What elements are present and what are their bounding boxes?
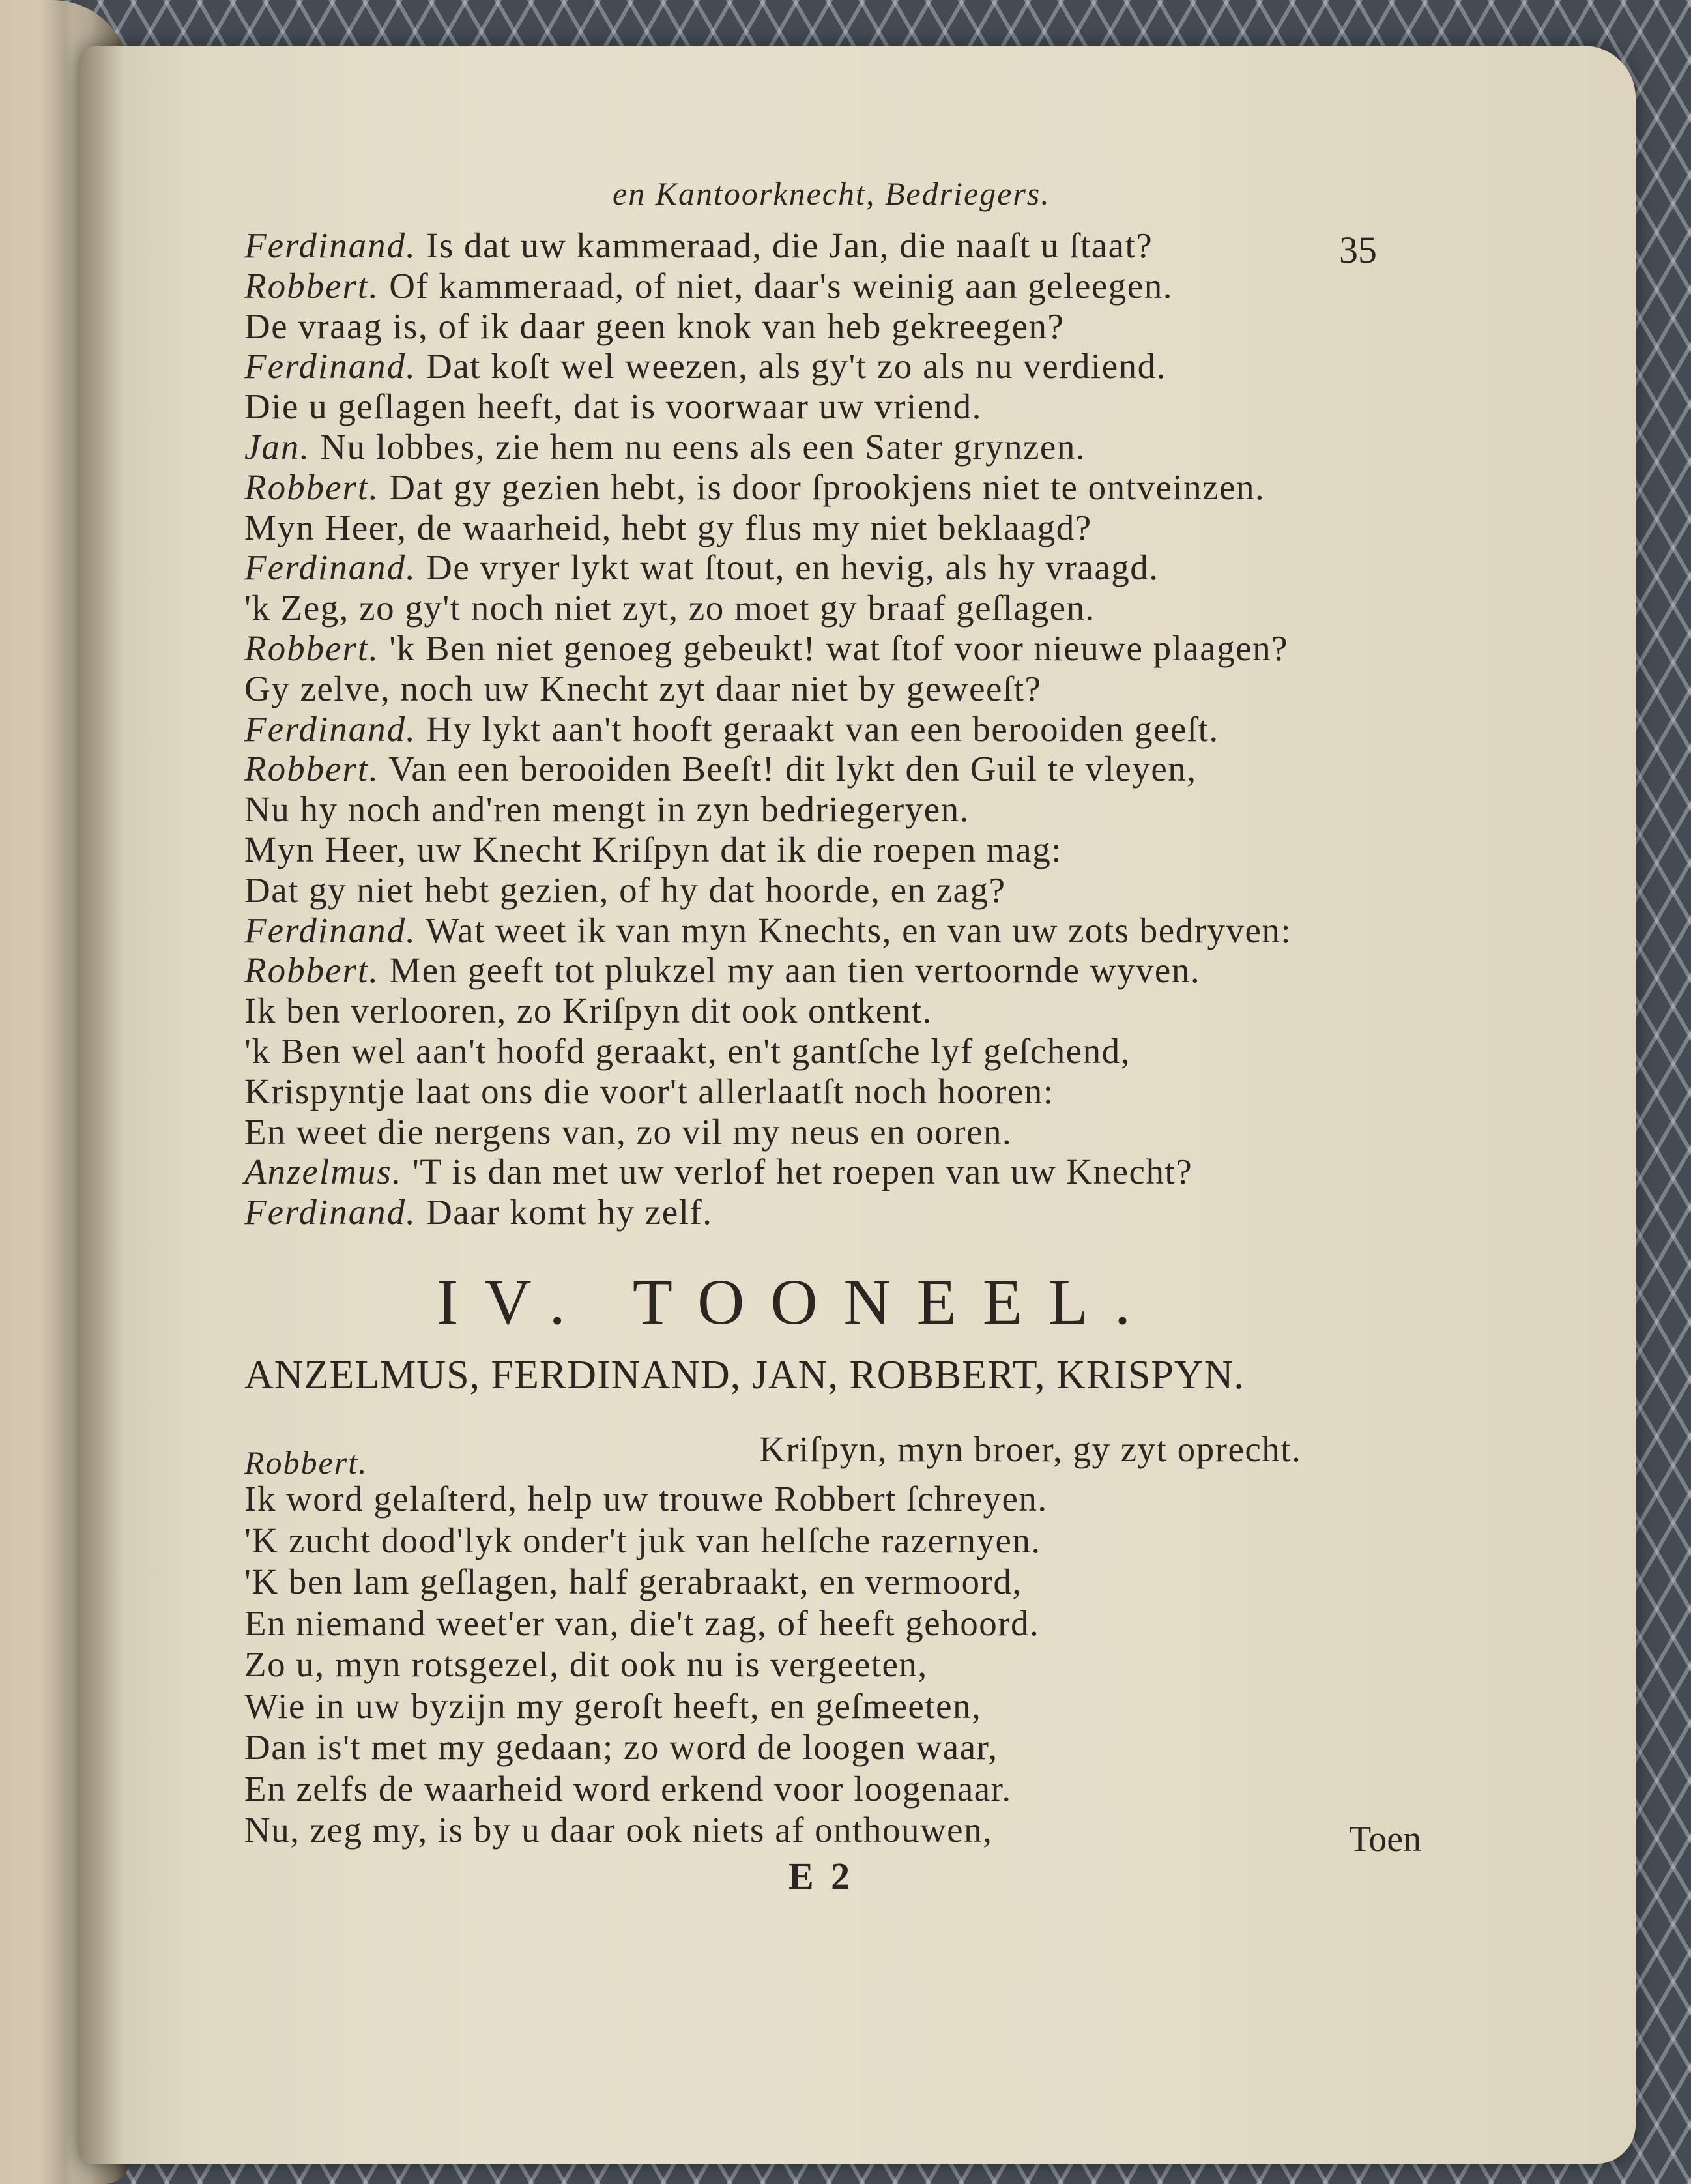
- verse-text: De vryer lykt wat ſtout, en hevig, als hy vraagd.: [426, 547, 1159, 588]
- verse-line: [244, 829, 1062, 870]
- verse-line: [244, 547, 1159, 588]
- speaker-name: Ferdinand.: [244, 1192, 416, 1232]
- verse-text: 'k Ben wel aan't hoofd geraakt, en't gantſche lyf geſchend,: [244, 1031, 1131, 1071]
- verse-text: Dat gy niet hebt gezien, of hy dat hoorde, en zag?: [244, 869, 1006, 910]
- verse-line: [244, 748, 1197, 789]
- verse-text: Kriſpyn, myn broer, gy zyt oprecht.: [759, 1429, 1302, 1469]
- speaker-name: Ferdinand.: [244, 708, 416, 749]
- verse-text: Daar komt hy zelf.: [426, 1192, 713, 1232]
- verse-text: 'k Zeg, zo gy't noch niet zyt, zo moet gy braaf geſlagen.: [244, 588, 1095, 628]
- verse-text: Van een berooiden Beeſt! dit lykt den Guil te vleyen,: [388, 749, 1197, 789]
- verse-text: Of kammeraad, of niet, daar's weinig aan geleegen.: [389, 265, 1173, 306]
- speaker-name: Robbert.: [244, 950, 379, 991]
- verse-text: En weet die nergens van, zo vil my neus en ooren.: [244, 1111, 1013, 1152]
- verse-line: Nu, zeg my, is by u daar ook niets af onthouwen,: [244, 1810, 993, 1850]
- speaker-name: Robbert.: [244, 749, 379, 789]
- verse-line: [244, 587, 1095, 628]
- verse-text: Hy lykt aan't hooft geraakt van een berooiden geeſt.: [426, 708, 1219, 749]
- verse-text: De vraag is, of ik daar geen knok van heb gekreegen?: [244, 306, 1065, 346]
- verse-text: Dat koſt wel weezen, als gy't zo als nu verdiend.: [426, 346, 1166, 386]
- verse-line: [244, 426, 1086, 467]
- verse-text: Myn Heer, uw Knecht Kriſpyn dat ik die roepen mag:: [244, 830, 1062, 869]
- cast-list: ANZELMUS, FERDINAND, JAN, ROBBERT, KRISPYN.: [244, 1353, 1245, 1397]
- speaker-name: Ferdinand.: [244, 910, 416, 950]
- speaker-name: Ferdinand.: [244, 547, 416, 588]
- speaker-name: Ferdinand.: [244, 226, 416, 265]
- verse-line: Zo u, myn rotsgezel, dit ook nu is vergeeten,: [244, 1644, 928, 1684]
- verse-line: [244, 507, 1092, 548]
- verse-text: Nu lobbes, zie hem nu eens als een Sater grynzen.: [320, 427, 1086, 467]
- page-gutter-shadow: [78, 46, 124, 2164]
- verse-line: [244, 708, 1219, 750]
- verse-line: [244, 1191, 713, 1232]
- verse-line: 'K zucht dood'lyk onder't juk van helſche razernyen.: [244, 1520, 1041, 1560]
- verse-text: Myn Heer, de waarheid, hebt gy flus my niet beklaagd?: [244, 507, 1092, 547]
- verse-line: 'K ben lam geſlagen, half gerabraakt, en vermoord,: [244, 1562, 1022, 1601]
- verse-line: [244, 869, 1005, 910]
- verse-line: [244, 306, 1064, 347]
- speaker-name: Ferdinand.: [244, 346, 416, 386]
- speaker-name: Anzelmus.: [244, 1152, 403, 1192]
- verse-line: En zelfs de waarheid word erkend voor loogenaar.: [244, 1768, 1012, 1809]
- verse-text: Dat gy gezien hebt, is door ſprookjens niet te ontveinzen.: [389, 467, 1265, 507]
- verse-text: Die u geſlagen heeft, dat is voorwaar uw vriend.: [244, 386, 982, 427]
- verse-text: Gy zelve, noch uw Knecht zyt daar niet by geweeſt?: [244, 668, 1042, 708]
- verse-text: Nu hy noch and'ren mengt in zyn bedriegeryen.: [244, 789, 970, 830]
- verse-line: [244, 668, 1041, 709]
- verse-line: [244, 225, 1153, 266]
- verse-line: [244, 1030, 1131, 1071]
- verse-line: Ik word gelaſterd, help uw trouwe Robbert ſchreyen.: [244, 1479, 1048, 1519]
- speaker-name: Jan.: [244, 427, 311, 467]
- running-head: en Kantoorknecht, Bedriegers.: [613, 175, 1050, 212]
- speaker-name: Robbert.: [244, 467, 379, 507]
- verse-line: [244, 910, 1292, 951]
- verse-text: Wat weet ik van myn Knechts, en van uw zots bedryven:: [426, 910, 1292, 950]
- speaker-name: Robbert.: [244, 1444, 368, 1481]
- verse-line: [244, 950, 1200, 991]
- verse-line: [244, 1071, 1054, 1112]
- verse-line: [244, 345, 1166, 386]
- verse-text: Krispyntje laat ons die voor't allerlaatſt noch hooren:: [244, 1071, 1054, 1111]
- verse-line: Dan is't met my gedaan; zo word de loogen waar,: [244, 1727, 998, 1767]
- speaker-name: Robbert.: [244, 628, 379, 668]
- scene-heading: IV. TOONEEL.: [437, 1266, 1157, 1338]
- verse-text: Men geeft tot plukzel my aan tien vertoornde wyven.: [389, 950, 1201, 991]
- verse-line: [244, 467, 1265, 508]
- verse-line: [244, 789, 970, 830]
- page-number: 35: [1339, 229, 1377, 271]
- verse-line: [244, 1151, 1192, 1192]
- verse-line: En niemand weet'er van, die't zag, of heeft gehoord.: [244, 1603, 1040, 1643]
- verse-text: 'T is dan met uw verlof het roepen van uw Knecht?: [412, 1152, 1193, 1192]
- verse-line: [244, 990, 932, 1031]
- verse-line: Wie in uw byzijn my geroſt heeft, en geſmeeten,: [244, 1685, 982, 1726]
- speaker-name: Robbert.: [244, 265, 379, 306]
- verse-line: [244, 1111, 1012, 1152]
- verse-line: [244, 265, 1173, 306]
- verse-text: Ik ben verlooren, zo Kriſpyn dit ook ontkent.: [244, 991, 932, 1031]
- verse-line: [244, 628, 1288, 669]
- catchword: Toen: [1349, 1819, 1422, 1859]
- verse-text: 'k Ben niet genoeg gebeukt! wat ſtof voor nieuwe plaagen?: [389, 628, 1289, 668]
- signature-mark: E 2: [788, 1855, 854, 1897]
- verse-line: [244, 386, 982, 427]
- verse-text: Is dat uw kammeraad, die Jan, die naaſt u ſtaat?: [426, 226, 1153, 265]
